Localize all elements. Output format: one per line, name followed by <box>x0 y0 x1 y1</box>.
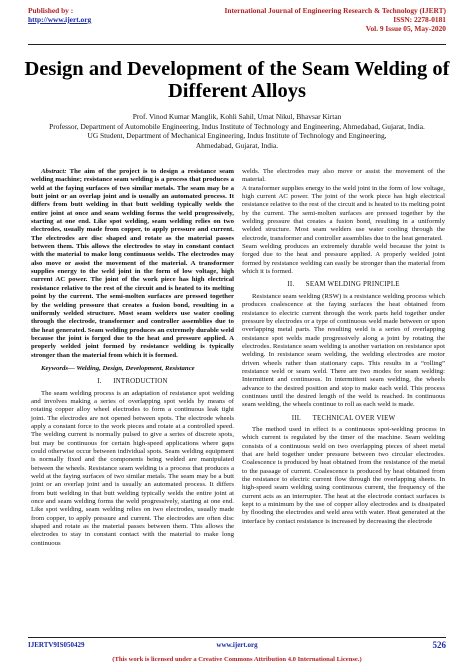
volume-issue: Vol. 9 Issue 05, May-2020 <box>365 24 446 33</box>
page-number: 526 <box>432 640 446 650</box>
abstract <box>31 168 234 360</box>
right-paragraph-3: Seam welding produces an extremely durable weld because the joint is forged due to the heat and pressure applied. A properly welded joint formed by resistance welding can easily be stronger than the material from which it is formed. <box>242 243 445 276</box>
author-names: Prof. Vinod Kumar Manglik, Kohli Sahil, Umat Nikul, Bhavsar Kirtan <box>132 112 342 121</box>
publisher-url-link[interactable]: http://www.ijert.org <box>28 15 92 24</box>
paper-title <box>20 58 454 102</box>
header-divider <box>28 44 446 45</box>
right-paragraph-1: welds. The electrodes may also move or assist the movement of the material. <box>242 168 445 184</box>
right-column <box>242 168 445 526</box>
header-left <box>28 6 91 24</box>
footer-divider <box>28 637 446 638</box>
publisher-label: Published by : <box>28 6 74 15</box>
abstract-label: Abstract: <box>41 168 67 175</box>
header-right <box>224 6 446 33</box>
title-line-2: Different Alloys <box>168 80 306 102</box>
license-note: (This work is licensed under a Creative Commons Attribution 4.0 International License.) <box>112 656 362 663</box>
section-heading-introduction: I. INTRODUCTION <box>97 378 168 386</box>
issn: ISSN: 2278-0181 <box>393 15 446 24</box>
abstract-text: The aim of the project is to design a resistance seam welding machine; resistance seam welding is a process that produces a weld at the faying surfaces of two similar metals. The seam may be a butt joint or an overlap joint and is usually an automated process. It differs from butt welding in that butt welding typically welds the entire joint at once and seam welding forms the weld progressively, starting at one end. Like spot welding, seam welding relies on two electrodes, usually made from copper, to apply pressure and current. The electrodes are disc shaped and rotate as the material passes between them. This allows the electrodes to stay in constant contact with the material to make long continuous welds. The electrodes may also move or assist the movement of the material. A transformer supplies energy to the weld joint in the form of low voltage, high current AC power. The joint of the work piece has high electrical resistance relative to the rest of the circuit and is heated to its melting point by the current. The semi-molten surfaces are pressed together by the welding pressure that creates a fusion bond, resulting in a uniformly welded structure. Most seam welders use water cooling through the electrode, transformer and controller assemblies due to the heat generated. Seam welding produces an extremely durable weld because the joint is forged due to the heat and pressure applied. A properly welded joint formed by resistance welding is typically stronger than the material from which it is formed. <box>31 168 234 359</box>
title-line-1: Design and Development of the Seam Welding of <box>24 58 450 80</box>
keywords: Keywords— Welding, Design, Development, Resistance <box>41 364 195 372</box>
affiliation-1: Professor, Department of Automobile Engineering, Indus Institute of Technology and Engineering, Ahmedabad, Gujarat, India. <box>49 121 425 131</box>
affiliation-3: Ahmedabad, Gujarat, India. <box>195 140 279 150</box>
principle-text: Resistance seam welding (RSW) is a resistance welding process which produces coalescence at the faying surfaces the heat obtained from resistance to electric current through the work parts held together under pressure by electrodes or a type of continuous weld made between or upon overlapping metal parts. The resulting weld is a series of overlapping resistance spot welds made progressively along a joint by rotating the electrodes. Resistance seam welding is another variation on resistance spot welding. In resistance seam welding, the welding electrodes are motor driven wheels rather than stationary caps. This results in a “rolling” resistance weld or seam weld. There are two modes for seam welding: Intermittent and continuous. In intermittent seam welding, the wheels advance to the desired position and stop to make each weld. This process continues until the desired length of the weld is reached. In continuous seam welding, the wheels continue to roll as each weld is made. <box>242 292 445 409</box>
right-paragraph-2: A transformer supplies energy to the weld joint in the form of low voltage, high current AC power. The joint of the work piece has high electrical resistance relative to the rest of the circuit and is heated to its melting point by the current. The semi-molten surfaces are pressed together by the welding pressure that creates a fusion bond, resulting in a uniformly welded structure. Most seam welders use water cooling through the electrode, transformer and controller assemblies due to the heat generated. <box>242 184 445 242</box>
section-heading-principle: II. SEAM WELDING PRINCIPLE <box>287 281 400 289</box>
technical-text: The method used in effect is a continuous spot-welding process in which current is regulated by the timer of the machine. Seam welding consists of a continuous weld on two overlapping pieces of sheet metal that are held together under pressure between two circular electrodes. Coalescence is produced by heat obtained from the resistance of the metal to the passage of current. Coalescence is produced by heat obtained from the resistance to electric current flow through the overlapping sheets. In high-speed seam welding using continuous current, the frequency of the current acts as an interrupter. The heat at the electrode contact surfaces is kept to a minimum by the use of copper alloy electrodes and is dissipated by flooding the electrodes and weld area with water. Heat generated at the interface by contact resistance is increased by decreasing the electrode <box>242 425 445 525</box>
introduction-text: The seam welding process is an adaptation of resistance spot welding and involves making a series of overlapping spot welds by means of rotating copper alloy wheel electrodes to form a continuous leak tight joint. The electrodes are not opened between spots. The electrode wheels apply a constant force to the work pieces and rotate at a controlled speed. The welding current is normally pulsed to give a series of discrete spots, but may be continuous for certain high-speed applications where gaps could otherwise occur between individual spots. Seam welding equipment is normally fixed and the components being welded are manipulated between the wheels. Resistance seam welding is a process that produces a weld at the faying surfaces of two similar metals. The seam may be a butt joint or an overlap joint and is usually an automated process. It differs from butt welding in that butt welding typically welds the entire joint at once and seam welding forms the weld progressively, starting at one end. Like spot welding, seam welding relies on two electrodes, usually made from copper, to apply pressure and current. The electrodes are often disc shaped and rotate as the material passes between them. This allows the electrodes to stay in constant contact with the material to make long continuous <box>31 389 234 547</box>
affiliation-2: UG Student, Department of Mechanical Engineering, Indus Institute of Technology and Engineering, <box>87 131 387 141</box>
journal-name: International Journal of Engineering Research & Technology (IJERT) <box>224 6 446 15</box>
paper-id: IJERTV9IS050429 <box>28 641 85 649</box>
section-heading-technical: III. TECHNICAL OVER VIEW <box>291 414 396 422</box>
left-column <box>31 168 234 548</box>
site-link[interactable]: www.ijert.org <box>216 641 258 649</box>
author-block <box>28 112 446 150</box>
